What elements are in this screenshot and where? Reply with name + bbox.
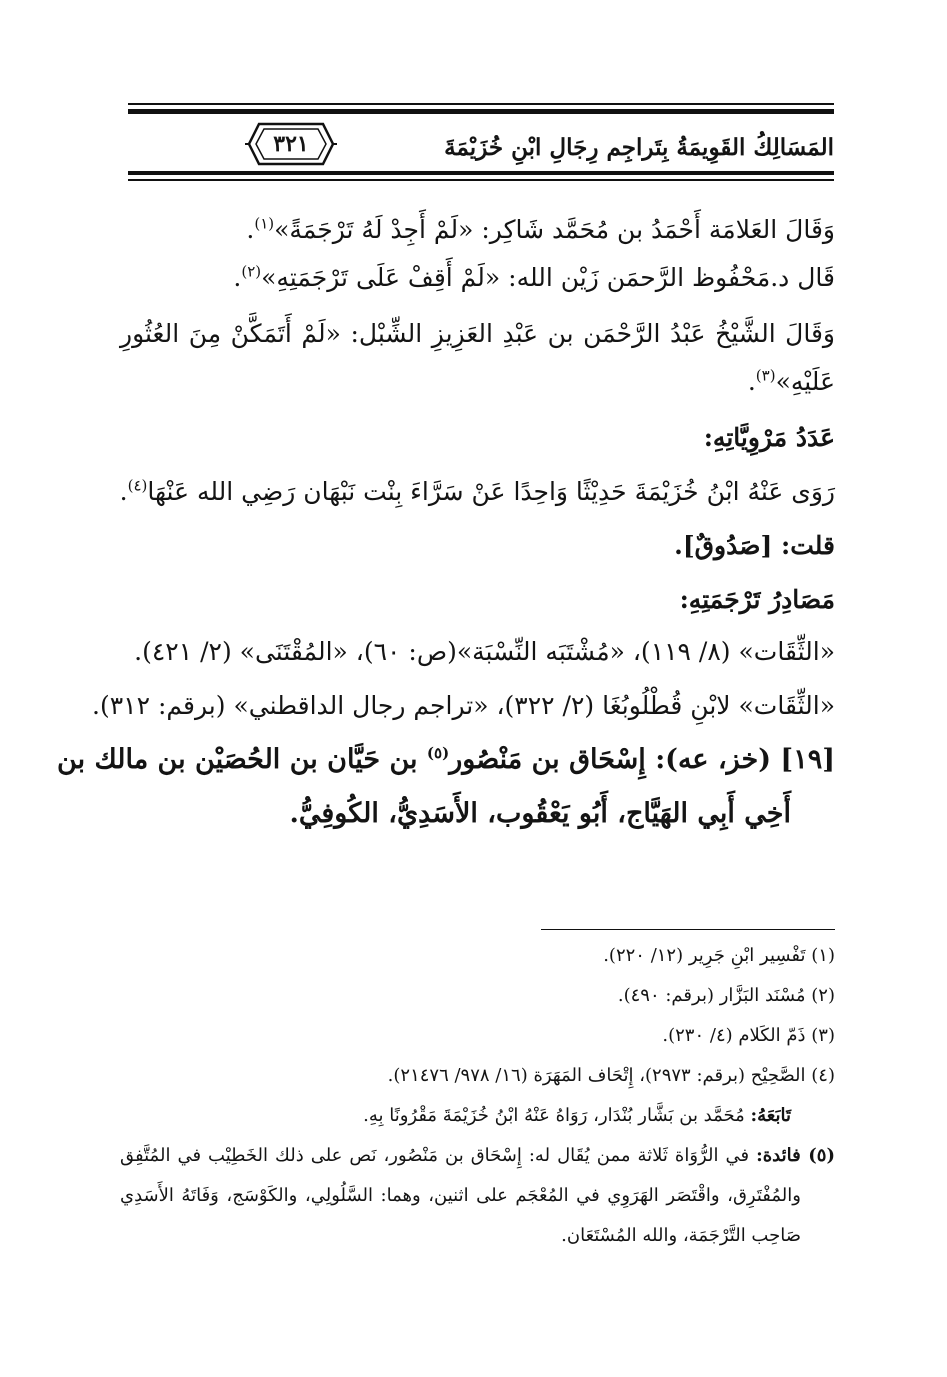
footnote-ref[interactable]: (٣) xyxy=(755,366,776,385)
footnote-ref[interactable]: (٢) xyxy=(241,262,262,281)
body-line: رَوَى عَنْهُ ابْنُ خُزَيْمَةَ حَدِيْثًا وَاحِدًا عَنْ سَرَّاءَ بِنْت نَبْهَان رَضِي الله عَنْهَا$^{(٤)}$. xyxy=(119,476,835,506)
section-heading-sources: مَصَادِرُ تَرْجَمَتِهِ: xyxy=(679,585,835,614)
body-line: وَقَالَ العَلامَة أَحْمَدُ بن مُحَمَّد شَاكِر: «لَمْ أَجِدْ لَهُ تَرْجَمَةً»$^{(١)}$. xyxy=(246,214,835,244)
running-title: المَسَالِكُ القَوِيمَةُ بِتَراجِم رِجَالِ ابْنِ خُزَيْمَةَ xyxy=(444,134,834,161)
grading-line: قلت: [صَدُوقٌ]. xyxy=(674,531,835,560)
body-line: قَال د.مَحْفُوظ الرَّحمَن زَيْن الله: «لَمْ أَقِفْ عَلَى تَرْجَمَتِهِ»$^{(٢)}$. xyxy=(233,262,835,292)
sources-line: «الثِّقَات» (٨/ ١١٩)، «مُشْتَبَه النِّسْبَة»(ص: ٦٠)، «المُقْتَنَى» (٢/ ٤٢١). xyxy=(134,637,835,666)
footnote-4: (٤) الصَّحِيْح (برقم: ٢٩٧٣)، إِتْحَاف المَهَرَة (١٦/ ٩٧٨/ ٢١٤٧٦). xyxy=(387,1065,835,1086)
body-line: وَقَالَ الشَّيْخُ عَبْدُ الرَّحْمَن بن عَبْدِ العَزِيزِ الشِّبْل: «لَمْ أَتَمَكَّنْ مِنَ العُثُورِ xyxy=(120,319,835,348)
footnote-ref[interactable]: (٤) xyxy=(127,476,148,495)
footnote-ref[interactable]: (١) xyxy=(254,214,275,233)
sources-line: «الثِّقَات» لابْنِ قُطْلُوبُغَا (٢/ ٣٢٢)، «تراجم رجال الداقطني» (برقم: ٣١٢). xyxy=(92,691,835,720)
entry-heading: [١٩] (خز، عه): إِسْحَاق بن مَنْصُور$^{(٥)}$ بن حَيَّان بن الحُصَيْن بن مالك بن xyxy=(57,744,835,775)
header-top-rule xyxy=(128,103,834,105)
header-top-thick-rule xyxy=(128,109,834,114)
header-bottom-rule xyxy=(128,179,834,181)
footnote-3: (٣) ذَمّ الكَلام (٤/ ٢٣٠). xyxy=(662,1025,835,1046)
page-number-badge xyxy=(245,118,337,170)
footnote-4-followup: تَابَعَهُ: مُحَمَّد بن بَشَّار بُنْدَار، رَوَاهُ عَنْهُ ابْنُ خُزَيْمَةَ مَقْرُونًا بِهِ. xyxy=(363,1105,791,1126)
page-number: ٣٢١ xyxy=(273,131,309,157)
section-heading-narrations-count: عَدَدُ مَرْوِيَّاتِهِ: xyxy=(703,423,835,452)
footnote-1: (١) تَفْسِير ابْنِ جَرِير (١٢/ ٢٢٠). xyxy=(603,945,835,966)
footnote-ref[interactable]: (٥) xyxy=(426,744,450,762)
body-line: عَلَيْهِ»$^{(٣)}$. xyxy=(747,366,835,396)
footnote-5-line-3: صَاحِب التَّرْجَمَة، والله المُسْتَعَان. xyxy=(561,1225,801,1246)
footnote-2: (٢) مُسْنَد البَزَّار (برقم: ٤٩٠). xyxy=(617,985,835,1006)
entry-heading-continued: أَخِي أَبِي الهَيَّاج، أَبُو يَعْقُوب، الأَسَدِيُّ، الكُوفِيُّ. xyxy=(289,798,791,829)
footnote-5-line-2: والمُفْتَرِق، واقْتَصَر الهَرَوِي في المُعْجَم على اثنين، وهما: السَّلُولِي، والكَوْسَج، وَفَاتَهُ الأَسَدِي xyxy=(120,1185,801,1206)
footnote-separator xyxy=(541,929,835,930)
header-bottom-thick-rule xyxy=(128,171,834,175)
footnote-5: (٥) فائدة: في الرُّوَاة ثَلاثة ممن يُقَال له: إِسْحَاق بن مَنْصُور، نَص على ذلك الخَطِيْب في المُتَّفِق xyxy=(120,1145,835,1166)
